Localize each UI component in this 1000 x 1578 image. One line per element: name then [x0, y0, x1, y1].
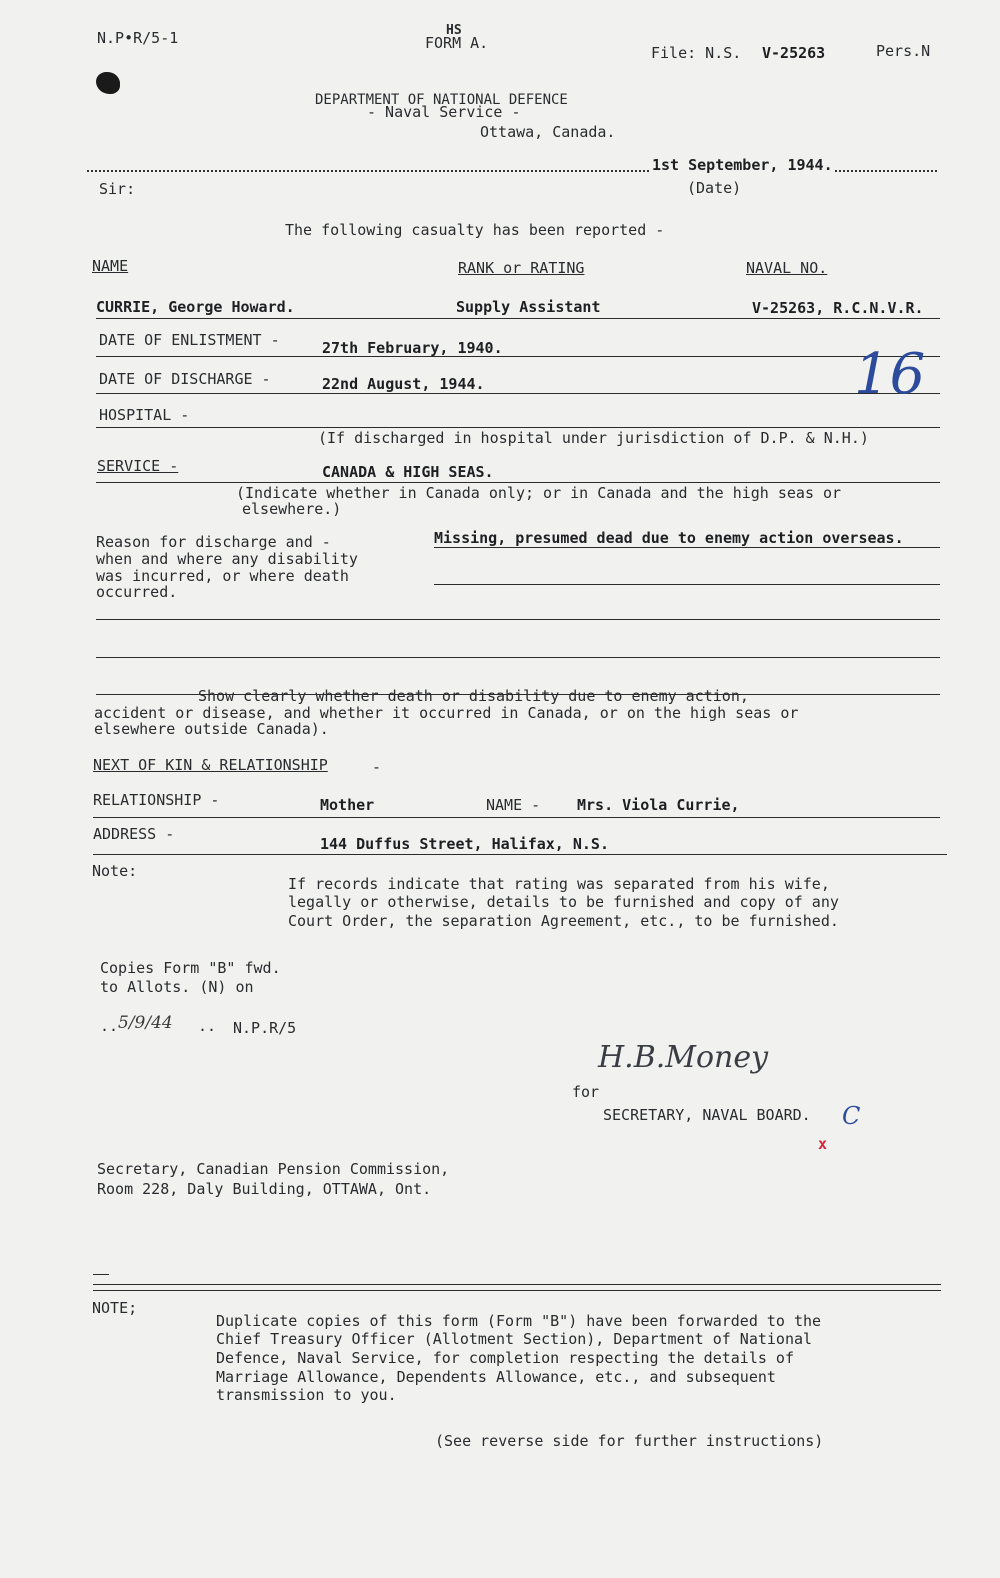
copies-line1: Copies Form "B" fwd. [100, 959, 281, 977]
next-of-kin-dash: - [372, 758, 382, 776]
salutation: Sir: [99, 180, 136, 198]
next-of-kin-label: NEXT OF KIN & RELATIONSHIP [93, 756, 328, 774]
note-line2: legally or otherwise, details to be furnished and copy of any [288, 893, 839, 911]
copies-leader-dots-left: .. [100, 1017, 119, 1035]
footer-note-line2: Chief Treasury Officer (Allotment Section), Department of National [216, 1330, 813, 1348]
footer-note-line1: Duplicate copies of this form (Form "B") have been forwarded to the [216, 1312, 822, 1330]
reason-rule-3 [96, 619, 940, 620]
form-code: N.P•R/5-1 [97, 29, 179, 47]
enlistment-rule [96, 356, 940, 357]
note-line3: Court Order, the separation Agreement, etc., to be furnished. [288, 912, 839, 930]
kin-name-label: NAME - [486, 796, 541, 814]
column-naval-no: NAVAL NO. [746, 259, 828, 277]
form-hs-mark: HS [446, 23, 462, 38]
relationship-value: Mother [320, 796, 375, 814]
addressee-line1: Secretary, Canadian Pension Commission, [97, 1160, 450, 1178]
enlistment-label: DATE OF ENLISTMENT - [99, 331, 280, 349]
footer-rule-2 [93, 1290, 941, 1291]
file-label: File: N.S. [651, 44, 742, 62]
form-name: FORM A. [425, 34, 489, 52]
reason-rule-4 [96, 657, 940, 658]
service-label: SERVICE - [97, 457, 179, 475]
reason-value: Missing, presumed dead due to enemy action overseas. [434, 529, 904, 547]
footer-rule-1 [93, 1284, 941, 1285]
letter-date: 1st September, 1944. [652, 156, 833, 174]
reason-rule-2 [434, 584, 940, 585]
discharge-label: DATE OF DISCHARGE - [99, 370, 271, 388]
reason-instruction-line3: elsewhere outside Canada). [94, 720, 329, 738]
signature-initial: C [842, 1102, 861, 1130]
casualty-naval-no: V-25263, R.C.N.V.R. [752, 299, 924, 317]
column-name: NAME [92, 257, 129, 275]
footer-note-line3: Defence, Naval Service, for completion respecting the details of [216, 1349, 794, 1367]
casualty-rank: Supply Assistant [456, 298, 601, 316]
punch-hole [96, 72, 120, 94]
casualty-name: CURRIE, George Howard. [96, 298, 295, 316]
footer-rule-short [93, 1274, 109, 1275]
addressee-line2: Room 228, Daly Building, OTTAWA, Ont. [97, 1180, 432, 1198]
service-value: CANADA & HIGH SEAS. [322, 463, 494, 481]
reason-label-line2: when and where any disability [96, 550, 358, 568]
address-value: 144 Duffus Street, Halifax, N.S. [320, 835, 609, 853]
casualty-rule [96, 318, 940, 319]
hospital-note: (If discharged in hospital under jurisdiction of D.P. & N.H.) [318, 429, 869, 447]
copies-ref: N.P.R/5 [233, 1019, 297, 1037]
reason-instruction-line1: Show clearly whether death or disability due to enemy action, [198, 687, 749, 705]
reason-label-line3: was incurred, or where death [96, 567, 349, 585]
reason-rule-1 [434, 547, 940, 548]
naval-service: - Naval Service - [367, 103, 521, 121]
department-name: DEPARTMENT OF NATIONAL DEFENCE [315, 92, 568, 108]
date-label: (Date) [687, 179, 742, 197]
footer-note-line4: Marriage Allowance, Dependents Allowance, etc., and subsequent [216, 1368, 776, 1386]
reason-label-line4: occurred. [96, 583, 178, 601]
handwritten-number: 16 [854, 342, 926, 407]
address-label: ADDRESS - [93, 825, 175, 843]
copies-leader-dots-right: .. [198, 1017, 217, 1035]
signature-title: SECRETARY, NAVAL BOARD. [603, 1106, 811, 1124]
service-note-line1: (Indicate whether in Canada only; or in Canada and the high seas or [236, 484, 842, 502]
copies-line2: to Allots. (N) on [100, 978, 254, 996]
service-rule [96, 482, 940, 483]
column-rank: RANK or RATING [458, 259, 585, 277]
file-number: V-25263 [762, 44, 826, 62]
pers-code: Pers.N [876, 42, 931, 60]
copies-date: 5/9/44 [118, 1013, 173, 1033]
note-line1: If records indicate that rating was separated from his wife, [288, 875, 830, 893]
reverse-side-note: (See reverse side for further instructions) [435, 1432, 824, 1450]
footer-note-line5: transmission to you. [216, 1386, 397, 1404]
relationship-label: RELATIONSHIP - [93, 791, 220, 809]
footer-note-label: NOTE; [92, 1299, 138, 1317]
department-location: Ottawa, Canada. [480, 123, 616, 141]
hospital-rule [96, 427, 940, 428]
relationship-rule [93, 817, 940, 818]
intro-text: The following casualty has been reported - [285, 221, 665, 239]
enlistment-date: 27th February, 1940. [322, 339, 503, 357]
address-rule [93, 854, 947, 855]
hospital-label: HOSPITAL - [99, 406, 190, 424]
reason-instruction-line2: accident or disease, and whether it occurred in Canada, or on the high seas or [94, 704, 799, 722]
signature: H.B.Money [598, 1040, 769, 1075]
discharge-date: 22nd August, 1944. [322, 375, 485, 393]
service-note-line2: elsewhere.) [242, 500, 342, 518]
red-mark: x [818, 1135, 828, 1153]
signature-for: for [572, 1083, 600, 1101]
discharge-rule [96, 393, 940, 394]
reason-label-line1: Reason for discharge and - [96, 533, 331, 551]
note-label: Note: [92, 862, 138, 880]
kin-name-value: Mrs. Viola Currie, [577, 796, 740, 814]
